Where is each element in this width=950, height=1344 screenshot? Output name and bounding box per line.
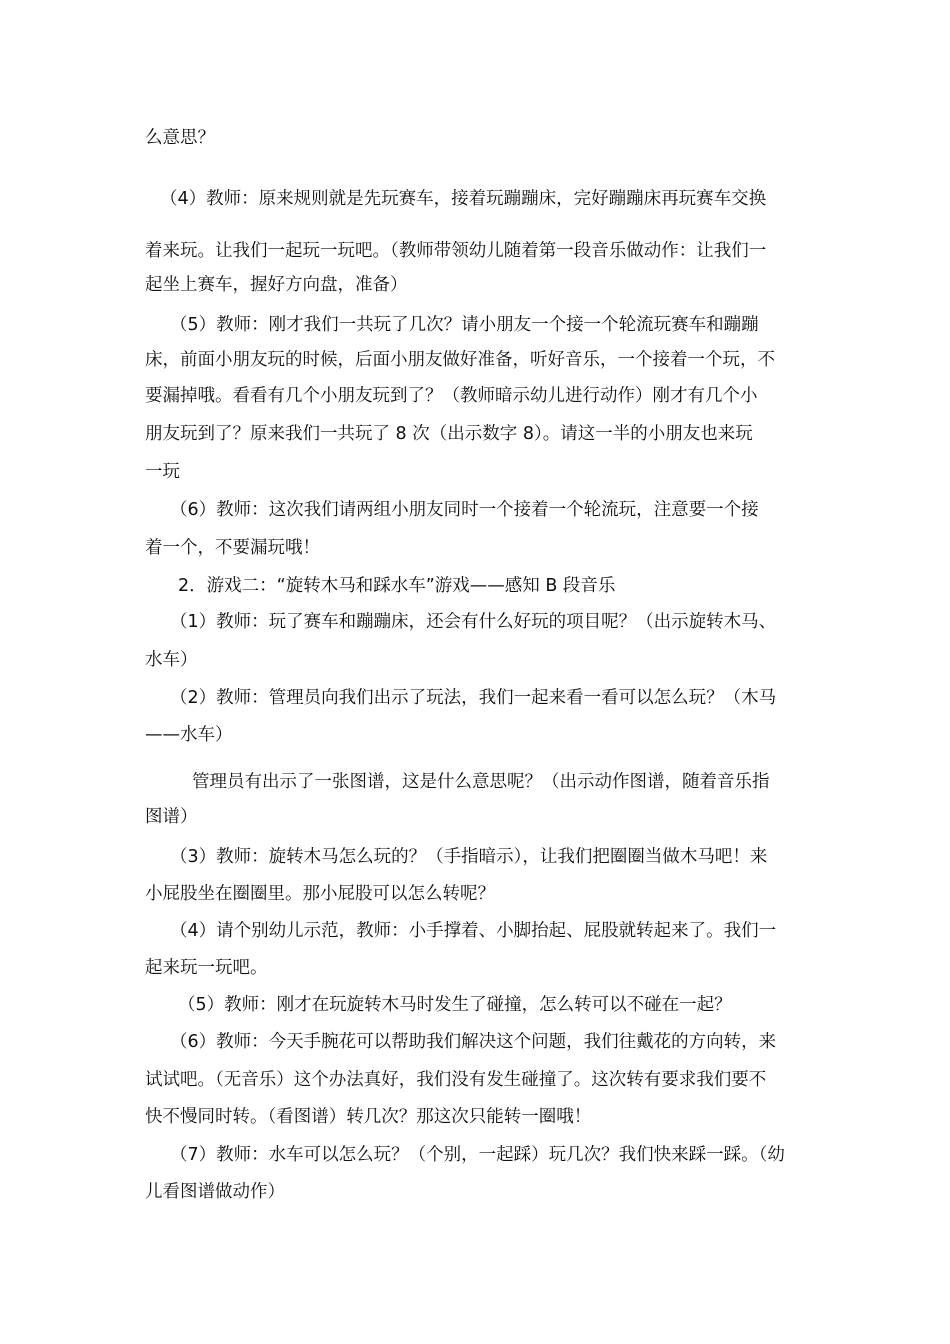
text-line: （4）请个别幼儿示范，教师：小手撑着、小脚抬起、屁股就转起来了。我们一 bbox=[170, 921, 777, 941]
text-line: （6）教师：今天手腕花可以帮助我们解决这个问题，我们往戴花的方向转，来 bbox=[170, 1032, 777, 1052]
text-line: 床，前面小朋友玩的时候，后面小朋友做好准备，听好音乐，一个接着一个玩，不 bbox=[145, 350, 775, 370]
text-line: （1）教师：玩了赛车和蹦蹦床，还会有什么好玩的项目呢？（出示旋转木马、 bbox=[170, 612, 777, 632]
text-line: 儿看图谱做动作） bbox=[145, 1182, 285, 1202]
section-heading: 2．游戏二：“旋转木马和踩水车”游戏——感知 B 段音乐 bbox=[178, 576, 616, 596]
text-line: 起坐上赛车，握好方向盘，准备） bbox=[145, 275, 408, 295]
text-line: 朋友玩到了？原来我们一共玩了 8 次（出示数字 8）。请这一半的小朋友也来玩 bbox=[145, 424, 753, 444]
text-line: 管理员有出示了一张图谱，这是什么意思呢？（出示动作图谱，随着音乐指 bbox=[192, 772, 770, 792]
text-line: 一玩 bbox=[145, 462, 180, 482]
text-line: （5）教师：刚才在玩旋转木马时发生了碰撞，怎么转可以不碰在一起？ bbox=[178, 995, 732, 1015]
text-line: 着一个，不要漏玩哦！ bbox=[145, 538, 320, 558]
text-line: 小屁股坐在圈圈里。那小屁股可以怎么转呢？ bbox=[145, 884, 495, 904]
text-line: 图谱） bbox=[145, 807, 198, 827]
text-line: （3）教师：旋转木马怎么玩的？（手指暗示），让我们把圈圈当做木马吧！来 bbox=[170, 847, 768, 867]
text-line: 水车） bbox=[145, 650, 198, 670]
text-line: 试试吧。（无音乐）这个办法真好，我们没有发生碰撞了。这次转有要求我们要不 bbox=[145, 1070, 767, 1090]
text-line: 起来玩一玩吧。 bbox=[145, 958, 268, 978]
text-line: （4）教师：原来规则就是先玩赛车，接着玩蹦蹦床，完好蹦蹦床再玩赛车交换 bbox=[160, 189, 767, 209]
text-line: 着来玩。让我们一起玩一玩吧。（教师带领幼儿随着第一段音乐做动作：让我们一 bbox=[145, 241, 767, 261]
text-line: 么意思？ bbox=[145, 128, 215, 148]
text-line: 要漏掉哦。看看有几个小朋友玩到了？（教师暗示幼儿进行动作）刚才有几个小 bbox=[145, 386, 758, 406]
text-line: 快不慢同时转。（看图谱）转几次？那这次只能转一圈哦！ bbox=[145, 1107, 592, 1127]
text-line: ——水车） bbox=[145, 725, 233, 745]
text-line: （6）教师：这次我们请两组小朋友同时一个接着一个轮流玩，注意要一个接 bbox=[170, 500, 759, 520]
text-line: （7）教师：水车可以怎么玩？（个别，一起踩）玩几次？我们快来踩一踩。（幼 bbox=[170, 1145, 785, 1165]
text-line: （5）教师：刚才我们一共玩了几次？请小朋友一个接一个轮流玩赛车和蹦蹦 bbox=[170, 315, 759, 335]
text-line: （2）教师：管理员向我们出示了玩法，我们一起来看一看可以怎么玩？（木马 bbox=[170, 688, 777, 708]
